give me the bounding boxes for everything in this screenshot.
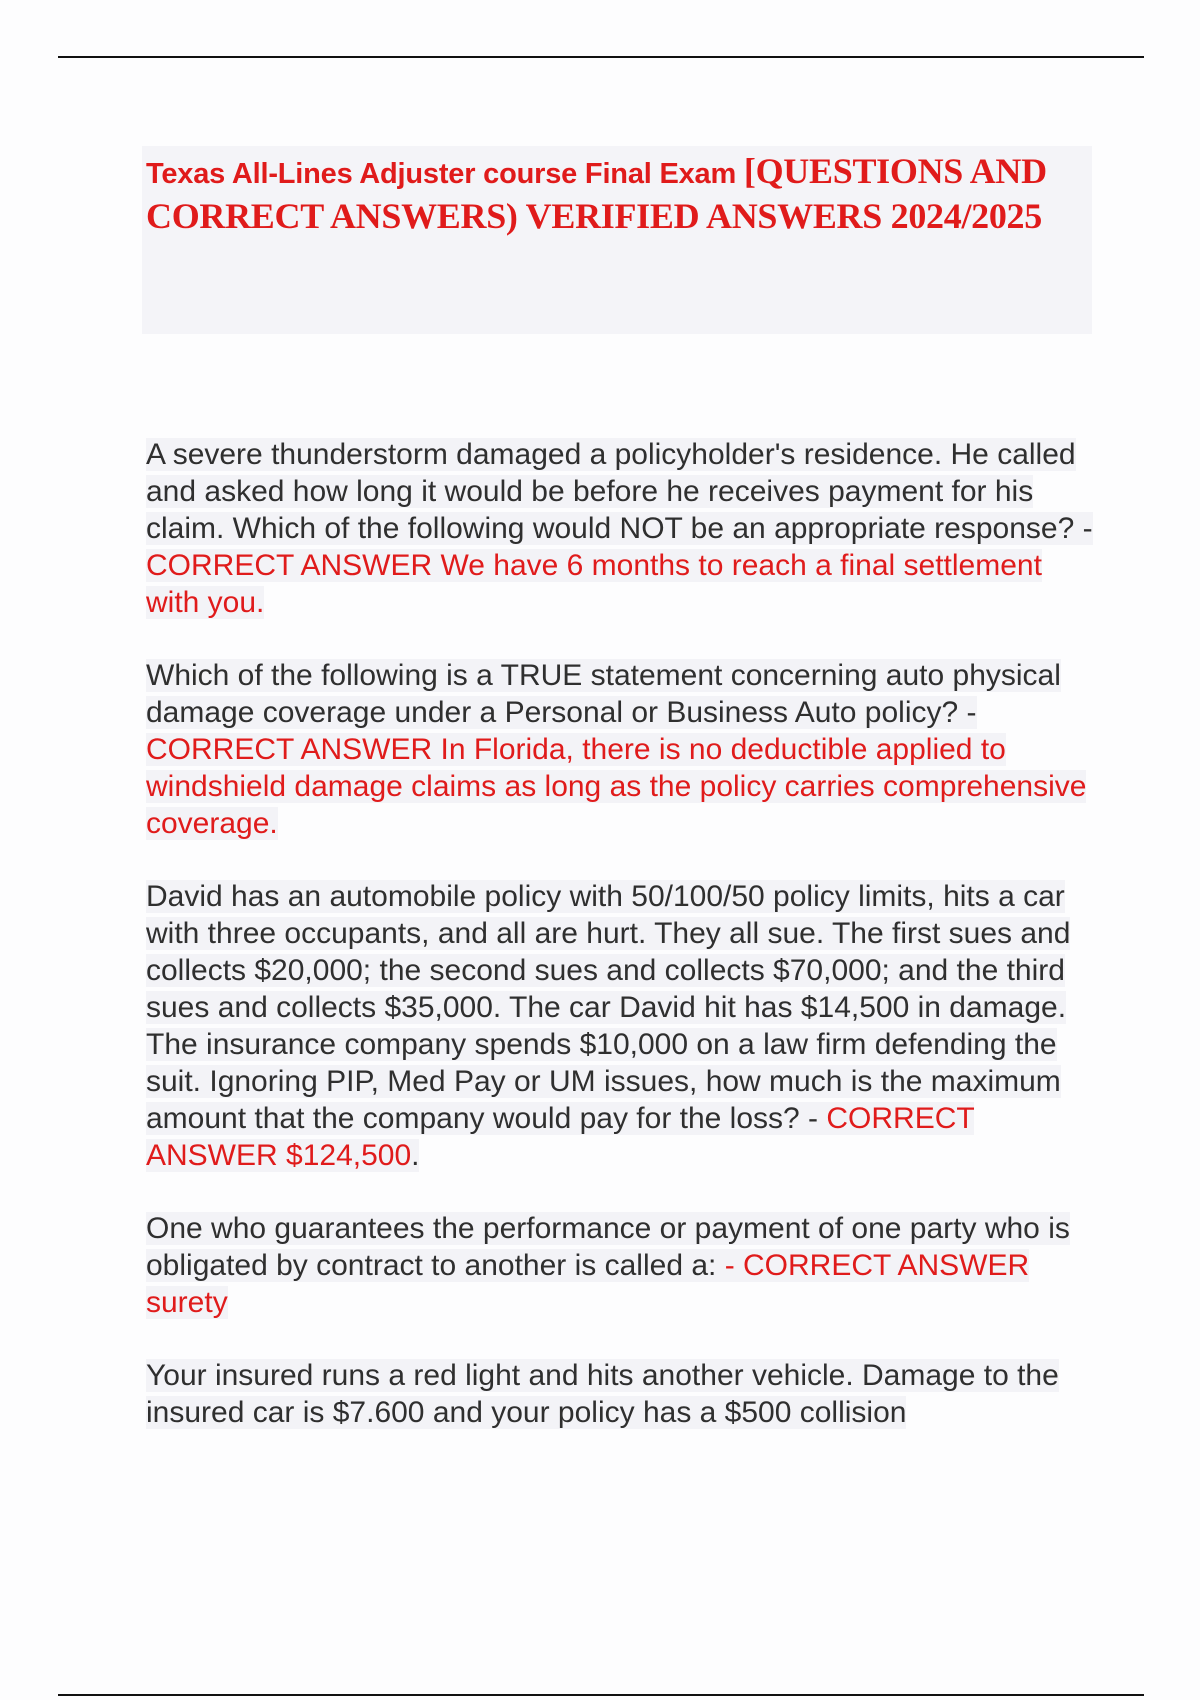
answer-text: - CORRECT ANSWER surety <box>146 1249 1030 1319</box>
title-sans-part: Texas All-Lines Adjuster course Final Exam <box>146 158 744 190</box>
question-text: Which of the following is a TRUE statement concerning auto physical damage coverage under a Personal or Business Auto policy? - <box>146 659 1061 729</box>
question-text: One who guarantees the performance or payment of one party who is obligated by contract to another is called a: <box>146 1212 1070 1282</box>
answer-text: CORRECT ANSWER In Florida, there is no deductible applied to windshield damage claims as long as the policy carries comprehensive coverage. <box>146 733 1087 840</box>
qa-item <box>146 878 1096 1174</box>
answer-text: CORRECT ANSWER We have 6 months to reach a final settlement with you. <box>146 549 1042 619</box>
qa-item <box>146 1357 1096 1431</box>
title-serif-part: [QUESTIONS AND CORRECT ANSWERS) VERIFIED ANSWERS 2024/2025 <box>146 151 1047 236</box>
question-text: David has an automobile policy with 50/100/50 policy limits, hits a car with three occupants, and all are hurt. They all sue. The first sues and collects $20,000; the second sues and collects $70,000; and the third sues and collects $35,000. The car David hit has $14,500 in damage. The insurance company spends $10,000 on a law firm defending the suit. Ignoring PIP, Med Pay or UM issues, how much is the maximum amount that the company would pay for the loss? - <box>146 880 1071 1135</box>
qa-item <box>146 1210 1096 1321</box>
qa-item <box>146 436 1096 621</box>
question-text: A severe thunderstorm damaged a policyholder's residence. He called and asked how long it would be before he receives payment for his claim. Which of the following would NOT be an appropriate response? - <box>146 438 1093 545</box>
answer-tail: . <box>411 1139 420 1172</box>
qa-item <box>146 657 1096 842</box>
question-text: Your insured runs a red light and hits another vehicle. Damage to the insured car is $7.600 and your policy has a $500 collision <box>146 1359 1059 1429</box>
answer-text: CORRECT ANSWER $124,500 <box>146 1102 975 1172</box>
qa-list <box>146 436 1096 1467</box>
top-rule <box>58 56 1144 58</box>
page-title <box>146 150 1086 238</box>
bottom-rule <box>58 1694 1144 1696</box>
